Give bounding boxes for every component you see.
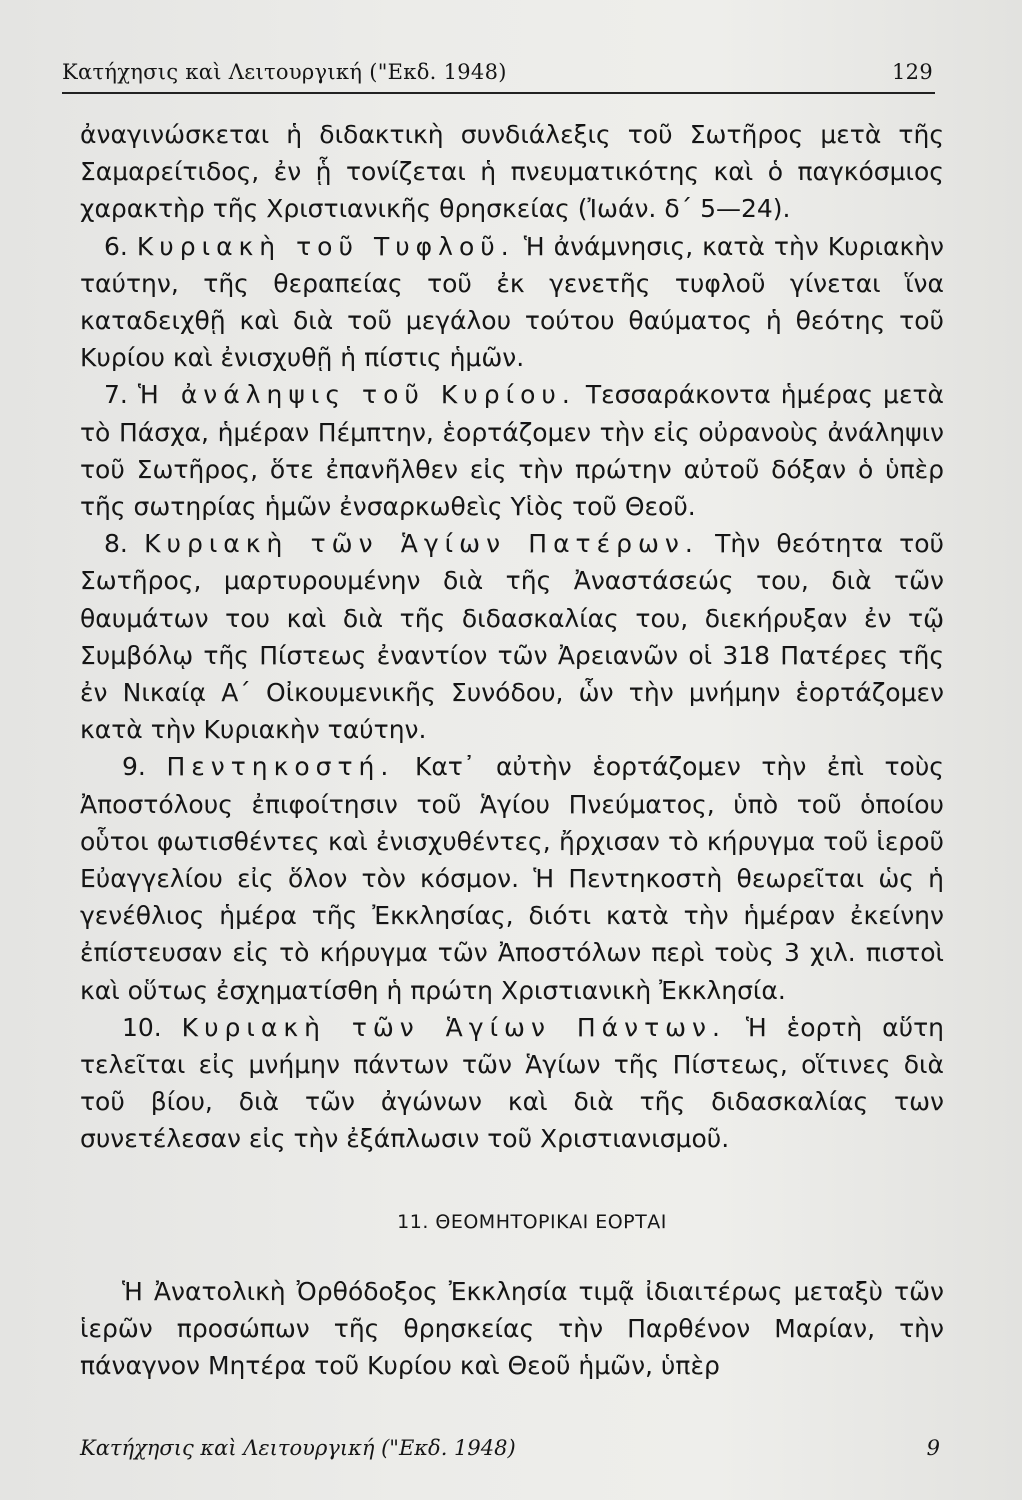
- paragraph-text: Ἡ ἑορτὴ αὕτη τελεῖται εἰς μνήμην πάντων τῶν Ἁγίων τῆς Πίστεως, οἵτινες διὰ τοῦ βίου, διὰ τῶν ἀγώνων καὶ διὰ τῆς διδασκαλίας των συνετέλεσαν εἰς τὴν ἐξάπλωσιν τοῦ Χριστιανισμοῦ.: [80, 1012, 944, 1154]
- paragraph-theotokos: [80, 1273, 944, 1385]
- paragraph-pentecost: [80, 748, 944, 1008]
- paragraph-text: Ἡ Ἀνατολικὴ Ὀρθόδοξος Ἐκκλησία τιμᾷ ἰδιαιτέρως μεταξὺ τῶν ἱερῶν προσώπων τῆς θρησκείας τὴν Παρθένον Μαρίαν, τὴν πάναγνον Μητέρα τοῦ Κυρίου καὶ Θεοῦ ἡμῶν, ὑπὲρ: [80, 1276, 944, 1381]
- footer-title: Κατήχησις καὶ Λειτουργική ("Εκδ. 1948): [80, 1436, 516, 1460]
- paragraph-text: Τεσσαράκοντα ἡμέρας μετὰ τὸ Πάσχα, ἡμέραν Πέμπτην, ἑορτάζομεν τὴν εἰς οὐρανοὺς ἀνάληψιν τοῦ Σωτῆρος, ὅτε ἐπανῆλθεν εἰς τὴν πρώτην αὐτοῦ δόξαν ὁ ὑπὲρ τῆς σωτηρίας ἡμῶν ἐνσαρκωθεὶς Υἱὸς τοῦ Θεοῦ.: [80, 380, 944, 522]
- item-title: Πεντηκοστή.: [166, 752, 395, 782]
- body-text: [80, 116, 944, 1385]
- paragraph-blind-man: [80, 228, 944, 377]
- item-title: Ἡ ἀνάληψις τοῦ Κυρίου.: [137, 380, 576, 410]
- paragraph-text: ἀναγινώσκεται ἡ διδακτικὴ συνδιάλεξις τοῦ Σωτῆρος μετὰ τῆς Σαμαρείτιδος, ἐν ᾗ τονίζεται ἡ πνευματικότης καὶ ὁ παγκόσμιος χαρακτὴρ τῆς Χριστιανικῆς θρησκείας (Ἰωάν. δ´ 5—24).: [80, 120, 944, 224]
- item-number: 8.: [104, 529, 128, 559]
- item-number: 9.: [122, 752, 146, 782]
- item-title: Κυριακὴ τοῦ Τυφλοῦ.: [136, 231, 515, 261]
- item-number: 6.: [104, 231, 128, 261]
- item-title: Κυριακὴ τῶν Ἁγίων Πάντων.: [181, 1012, 726, 1042]
- paragraph-text: Ἡ ἀνάμνησις, κατὰ τὴν Κυριακὴν ταύτην, τῆς θεραπείας τοῦ ἐκ γενετῆς τυφλοῦ γίνεται ἵνα καταδειχθῇ καὶ διὰ τοῦ μεγάλου τούτου θαύματος ἡ θεότης τοῦ Κυρίου καὶ ἐνισχυθῇ ἡ πίστις ἡμῶν.: [80, 231, 944, 373]
- page-footer: [80, 1436, 940, 1466]
- item-title: Κυριακὴ τῶν Ἁγίων Πατέρων.: [144, 529, 699, 559]
- paragraph-text: Κατ᾽ αὐτὴν ἑορτάζομεν τὴν ἐπὶ τοὺς Ἀποστόλους ἐπιφοίτησιν τοῦ Ἁγίου Πνεύματος, ὑπὸ τοῦ ὁποίου οὗτοι φωτισθέντες καὶ ἐνισχυθέντες, ἤρχισαν τὸ κήρυγμα τοῦ ἱεροῦ Εὐαγγελίου εἰς ὅλον τὸν κόσμον. Ἡ Πεντηκοστὴ θεωρεῖται ὡς ἡ γενέθλιος ἡμέρα τῆς Ἐκκλησίας, διότι κατὰ τὴν ἡμέραν ἐκείνην ἐπίστευσαν εἰς τὸ κήρυγμα τῶν Ἀποστόλων περὶ τοὺς 3 χιλ. πιστοὶ καὶ οὕτως ἐσχηματίσθη ἡ πρώτη Χριστιανικὴ Ἐκκλησία.: [80, 752, 944, 1005]
- paragraph-ascension: [80, 376, 944, 525]
- paragraph-holy-fathers: [80, 525, 944, 748]
- paragraph-all-saints: [80, 1009, 944, 1158]
- item-number: 7.: [104, 380, 128, 410]
- paragraph-text: Τὴν θεότητα τοῦ Σωτῆρος, μαρτυρουμένην διὰ τῆς Ἀναστάσεώς του, διὰ τῶν θαυμάτων του καὶ διὰ τῆς διδασκαλίας του, διεκήρυξαν ἐν τῷ Συμβόλῳ τῆς Πίστεως ἐναντίον τῶν Ἀρειανῶν οἱ 318 Πατέρες τῆς ἐν Νικαίᾳ Α´ Οἰκουμενικῆς Συνόδου, ὧν τὴν μνήμην ἑορτάζομεν κατὰ τὴν Κυριακὴν ταύτην.: [80, 529, 944, 745]
- running-head: [62, 58, 935, 94]
- signature-mark: 9: [926, 1436, 940, 1460]
- page-number: 129: [892, 60, 933, 84]
- section-heading: 11. ΘΕΟΜΗΤΟΡΙΚΑΙ ΕΟΡΤΑΙ: [397, 1210, 667, 1233]
- paragraph-samaritan: [80, 116, 944, 228]
- item-number: 10.: [122, 1012, 162, 1042]
- running-head-title: Κατήχησις καὶ Λειτουργική ("Εκδ. 1948): [62, 60, 507, 84]
